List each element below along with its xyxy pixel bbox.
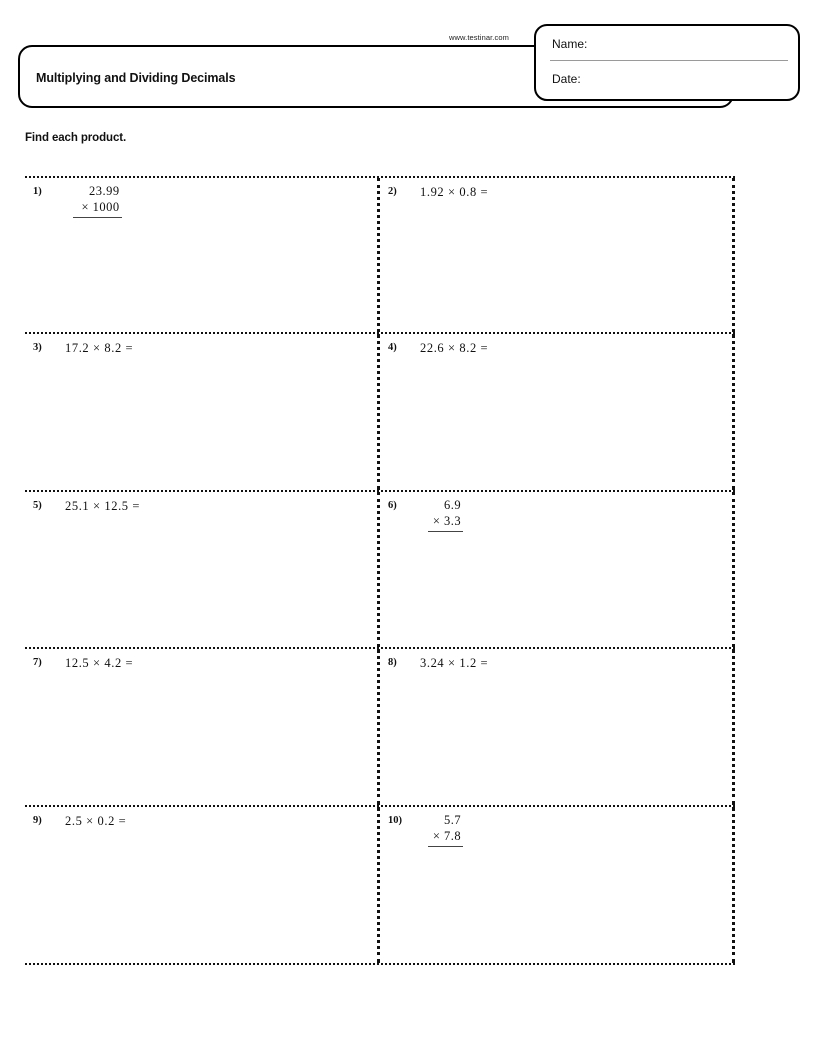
multiplicand: 23.99: [89, 184, 120, 198]
problem-cell-5[interactable]: [25, 492, 380, 648]
problem-expression: 22.6 × 8.2 =: [420, 340, 489, 355]
problem-cell-10[interactable]: [380, 807, 735, 963]
problem-cell-4[interactable]: [380, 334, 735, 490]
problem-number: 2): [388, 186, 397, 197]
problem-number: 7): [33, 657, 42, 669]
multiplier: × 1000: [73, 199, 122, 218]
problem-expression: 3.24 × 1.2 =: [420, 656, 489, 671]
problem-grid: [25, 176, 735, 965]
problem-number: 10): [388, 815, 402, 827]
problem-cell-9[interactable]: [25, 807, 380, 963]
multiplier: × 3.3: [428, 513, 463, 532]
problem-number: 5): [33, 499, 42, 511]
problem-number: 1): [33, 186, 42, 197]
page-title: Multiplying and Dividing Decimals: [36, 71, 236, 85]
problem-row: [25, 176, 735, 334]
problem-cell-6[interactable]: [380, 492, 735, 648]
instruction-text: Find each product.: [25, 132, 127, 144]
vertical-multiplication: [428, 813, 463, 847]
problem-expression: 25.1 × 12.5 =: [65, 498, 141, 513]
name-date-box: [534, 24, 800, 101]
site-url-watermark: www.testinar.com: [449, 33, 509, 42]
multiplicand: 5.7: [444, 813, 462, 828]
problem-cell-1[interactable]: [25, 178, 380, 332]
multiplier: × 7.8: [428, 828, 463, 847]
vertical-multiplication: [428, 498, 463, 532]
problem-cell-3[interactable]: [25, 334, 380, 490]
problem-number: 8): [388, 657, 397, 669]
date-label: Date:: [552, 72, 581, 86]
vertical-multiplication: [73, 184, 122, 218]
multiplicand: 6.9: [444, 497, 462, 512]
problem-row: [25, 807, 735, 965]
problem-row: [25, 334, 735, 492]
problem-number: 4): [388, 341, 397, 353]
problem-number: 3): [33, 341, 42, 353]
problem-expression: 2.5 × 0.2 =: [65, 814, 127, 829]
problem-row: [25, 492, 735, 650]
problem-cell-8[interactable]: [380, 649, 735, 805]
problem-number: 9): [33, 815, 42, 827]
problem-expression: 12.5 × 4.2 =: [65, 656, 134, 671]
problem-expression: 1.92 × 0.8 =: [420, 185, 489, 199]
problem-expression: 17.2 × 8.2 =: [65, 340, 134, 355]
worksheet-header: [0, 0, 816, 120]
name-write-line[interactable]: [550, 60, 788, 61]
problem-number: 6): [388, 499, 397, 511]
problem-cell-7[interactable]: [25, 649, 380, 805]
problem-cell-2[interactable]: [380, 178, 735, 332]
problem-row: [25, 649, 735, 807]
name-label: Name:: [552, 37, 588, 51]
